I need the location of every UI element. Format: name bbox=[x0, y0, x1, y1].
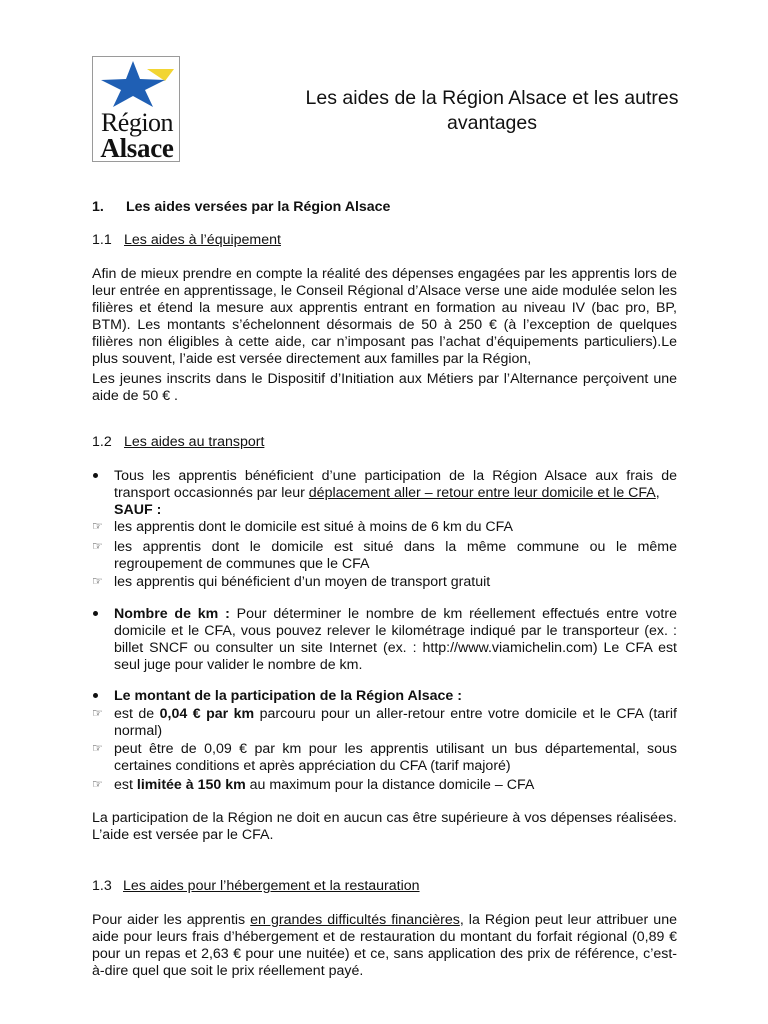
equipment-paragraph: Afin de mieux prendre en compte la réalité des dépenses engagées par les apprentis lors de leur entrée en apprentissage, le Conseil Régional d’Alsace verse une aide modulée selon les filières et étend la mesure aux apprentis entrant en formation au niveau IV (bac pro, BP, BTM). Les montants s’échelonnent désormais de 50 à 250 € (à l’exception de quelques filières non éligibles à cette aide, car n’imposant pas l’achat d’équipements particuliers).Le plus souvent, l’aide est versée directement aux familles par la Région, bbox=[92, 266, 677, 367]
rate-text: est de bbox=[114, 706, 160, 722]
subsection-1-3-heading bbox=[92, 878, 677, 895]
list-item bbox=[92, 706, 677, 740]
transport-intro-text: Tous les apprentis bénéficient d’une participation de la Région Alsace aux frais de transport occasionnés par leur bbox=[114, 468, 677, 501]
housing-text: , la Région peut leur attribuer une aide pour leurs frais d’hébergement et de restauration du montant du forfait régional (0,89 € pour un repas et 2,63 € pour une nuitée) et ce, sans application des prix de référence, c’est-à-dire quel que soit le prix réellement payé. bbox=[92, 912, 677, 979]
pointing-hand-icon: ☞ bbox=[92, 706, 103, 720]
amount-label: Le montant de la participation de la Région Alsace : bbox=[114, 688, 462, 704]
pointing-hand-icon: ☞ bbox=[92, 539, 103, 553]
list-item bbox=[92, 606, 677, 674]
limit-text: est bbox=[114, 777, 137, 793]
exception-text: les apprentis qui bénéficient d’un moyen de transport gratuit bbox=[114, 574, 491, 590]
housing-paragraph bbox=[92, 912, 677, 980]
list-item bbox=[92, 777, 677, 794]
transport-trip-text: déplacement aller – retour entre leur domicile et le CFA bbox=[308, 485, 656, 501]
km-text: Pour déterminer le nombre de km réellement effectués entre votre domicile et le CFA, vous pouvez relever le kilométrage indiqué par le transporteur (ex. : billet SNCF ou consulter un site Internet (ex. : http://www.viamichelin.com) Le CFA est seul juge pour valider le nombre de km. bbox=[114, 606, 677, 673]
participation-paragraph: La participation de la Région ne doit en aucun cas être supérieure à vos dépenses réalisées. L’aide est versée par le CFA. bbox=[92, 810, 677, 843]
rate-value: 0,04 € par km bbox=[159, 706, 255, 722]
bullet-icon bbox=[93, 473, 98, 478]
section-1-heading bbox=[92, 199, 677, 216]
sauf-label: SAUF : bbox=[114, 502, 162, 518]
subsection-number: 1.3 bbox=[92, 878, 112, 894]
dima-paragraph: Les jeunes inscrits dans le Dispositif d’Initiation aux Métiers par l’Alternance perçoivent une aide de 50 € . bbox=[92, 371, 677, 404]
list-item bbox=[92, 539, 677, 573]
logo-region-text: Région bbox=[100, 108, 174, 137]
subsection-title: Les aides pour l’hébergement et la restauration bbox=[123, 878, 420, 894]
logo-alsace-text: Alsace bbox=[100, 133, 174, 163]
exception-text: les apprentis dont le domicile est situé dans la même commune ou le même regroupement de communes que le CFA bbox=[114, 539, 677, 572]
pointing-hand-icon: ☞ bbox=[92, 741, 103, 755]
subsection-number: 1.2 bbox=[92, 434, 112, 450]
section-title: Les aides versées par la Région Alsace bbox=[126, 199, 391, 215]
subsection-title: Les aides à l’équipement bbox=[124, 232, 281, 248]
list-item bbox=[92, 688, 677, 705]
pointing-hand-icon: ☞ bbox=[92, 519, 103, 533]
limit-text: au maximum pour la distance domicile – CFA bbox=[245, 777, 535, 793]
list-item bbox=[92, 468, 677, 519]
region-alsace-logo bbox=[92, 56, 180, 162]
subsection-number: 1.1 bbox=[92, 232, 112, 248]
subsection-title: Les aides au transport bbox=[124, 434, 265, 450]
housing-text: Pour aider les apprentis bbox=[92, 912, 251, 928]
list-item bbox=[92, 519, 677, 536]
pointing-hand-icon: ☞ bbox=[92, 574, 103, 588]
section-number: 1. bbox=[92, 199, 104, 215]
pointing-hand-icon: ☞ bbox=[92, 777, 103, 791]
star-logo-icon bbox=[95, 59, 179, 111]
punctuation: , bbox=[655, 485, 660, 501]
page-title: Les aides de la Région Alsace et les autres avantages bbox=[305, 87, 679, 134]
housing-difficulties-text: en grandes difficultés financières bbox=[250, 912, 460, 928]
km-label: Nombre de km : bbox=[114, 606, 230, 622]
bullet-icon bbox=[93, 611, 98, 616]
rate-text: peut être de 0,09 € par km pour les apprentis utilisant un bus départemental, sous certaines conditions et après appréciation du CFA (tarif majoré) bbox=[114, 741, 677, 774]
subsection-1-2-heading bbox=[92, 434, 677, 451]
rate-text: parcouru pour un aller-retour entre votre domicile et le CFA (tarif normal) bbox=[114, 706, 677, 739]
list-item bbox=[92, 741, 677, 775]
list-item bbox=[92, 574, 677, 591]
limit-value: limitée à 150 km bbox=[136, 777, 246, 793]
subsection-1-1-heading bbox=[92, 232, 677, 249]
bullet-icon bbox=[93, 693, 98, 698]
exception-text: les apprentis dont le domicile est situé à moins de 6 km du CFA bbox=[114, 519, 514, 535]
